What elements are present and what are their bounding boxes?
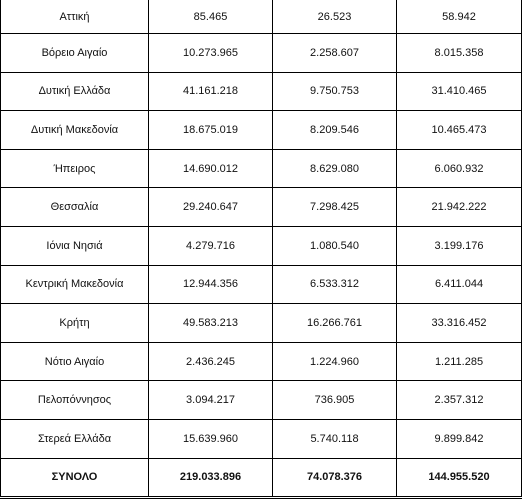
- table-row: [1, 226, 522, 265]
- value-cell: 15.639.960: [149, 419, 273, 458]
- value-cell: 3.094.217: [149, 381, 273, 420]
- value-cell: 8.209.546: [273, 111, 397, 150]
- region-cell: Ήπειρος: [1, 149, 149, 188]
- table-row: [1, 381, 522, 420]
- value-cell: 6.533.312: [273, 265, 397, 304]
- value-cell: 49.583.213: [149, 304, 273, 343]
- total-value-cell: 74.078.376: [273, 458, 397, 497]
- value-cell: 85.465: [149, 0, 273, 34]
- value-cell: 3.199.176: [397, 226, 522, 265]
- table-row: [1, 342, 522, 381]
- value-cell: 18.675.019: [149, 111, 273, 150]
- value-cell: 6.411.044: [397, 265, 522, 304]
- value-cell: 5.740.118: [273, 419, 397, 458]
- value-cell: 1.080.540: [273, 226, 397, 265]
- value-cell: 10.273.965: [149, 34, 273, 73]
- value-cell: 8.015.358: [397, 34, 522, 73]
- table-row: [1, 72, 522, 111]
- region-cell: Στερεά Ελλάδα: [1, 419, 149, 458]
- table-row: [1, 304, 522, 343]
- value-cell: 31.410.465: [397, 72, 522, 111]
- value-cell: 26.523: [273, 0, 397, 34]
- table-row: [1, 34, 522, 73]
- value-cell: 2.357.312: [397, 381, 522, 420]
- value-cell: 16.266.761: [273, 304, 397, 343]
- table-row: [1, 265, 522, 304]
- value-cell: 41.161.218: [149, 72, 273, 111]
- table-row: [1, 111, 522, 150]
- table-row: [1, 419, 522, 458]
- total-row: [1, 458, 522, 497]
- value-cell: 10.465.473: [397, 111, 522, 150]
- region-cell: Θεσσαλία: [1, 188, 149, 227]
- value-cell: 9.750.753: [273, 72, 397, 111]
- value-cell: 4.279.716: [149, 226, 273, 265]
- value-cell: 2.436.245: [149, 342, 273, 381]
- value-cell: 6.060.932: [397, 149, 522, 188]
- region-cell: Νότιο Αιγαίο: [1, 342, 149, 381]
- total-label-cell: ΣΥΝΟΛΟ: [1, 458, 149, 497]
- total-value-cell: 144.955.520: [397, 458, 522, 497]
- value-cell: 2.258.607: [273, 34, 397, 73]
- region-cell: Πελοπόννησος: [1, 381, 149, 420]
- value-cell: 12.944.356: [149, 265, 273, 304]
- value-cell: 9.899.842: [397, 419, 522, 458]
- value-cell: 7.298.425: [273, 188, 397, 227]
- value-cell: 8.629.080: [273, 149, 397, 188]
- value-cell: 58.942: [397, 0, 522, 34]
- table-row: [1, 188, 522, 227]
- region-cell: Αττική: [1, 0, 149, 34]
- value-cell: 1.224.960: [273, 342, 397, 381]
- value-cell: 1.211.285: [397, 342, 522, 381]
- table-row: [1, 149, 522, 188]
- region-cell: Κρήτη: [1, 304, 149, 343]
- region-cell: Δυτική Μακεδονία: [1, 111, 149, 150]
- value-cell: 33.316.452: [397, 304, 522, 343]
- table-row: [1, 0, 522, 34]
- region-cell: Ιόνια Νησιά: [1, 226, 149, 265]
- value-cell: 21.942.222: [397, 188, 522, 227]
- region-cell: Δυτική Ελλάδα: [1, 72, 149, 111]
- region-cell: Βόρειο Αιγαίο: [1, 34, 149, 73]
- value-cell: 14.690.012: [149, 149, 273, 188]
- value-cell: 29.240.647: [149, 188, 273, 227]
- value-cell: 736.905: [273, 381, 397, 420]
- region-cell: Κεντρική Μακεδονία: [1, 265, 149, 304]
- total-value-cell: 219.033.896: [149, 458, 273, 497]
